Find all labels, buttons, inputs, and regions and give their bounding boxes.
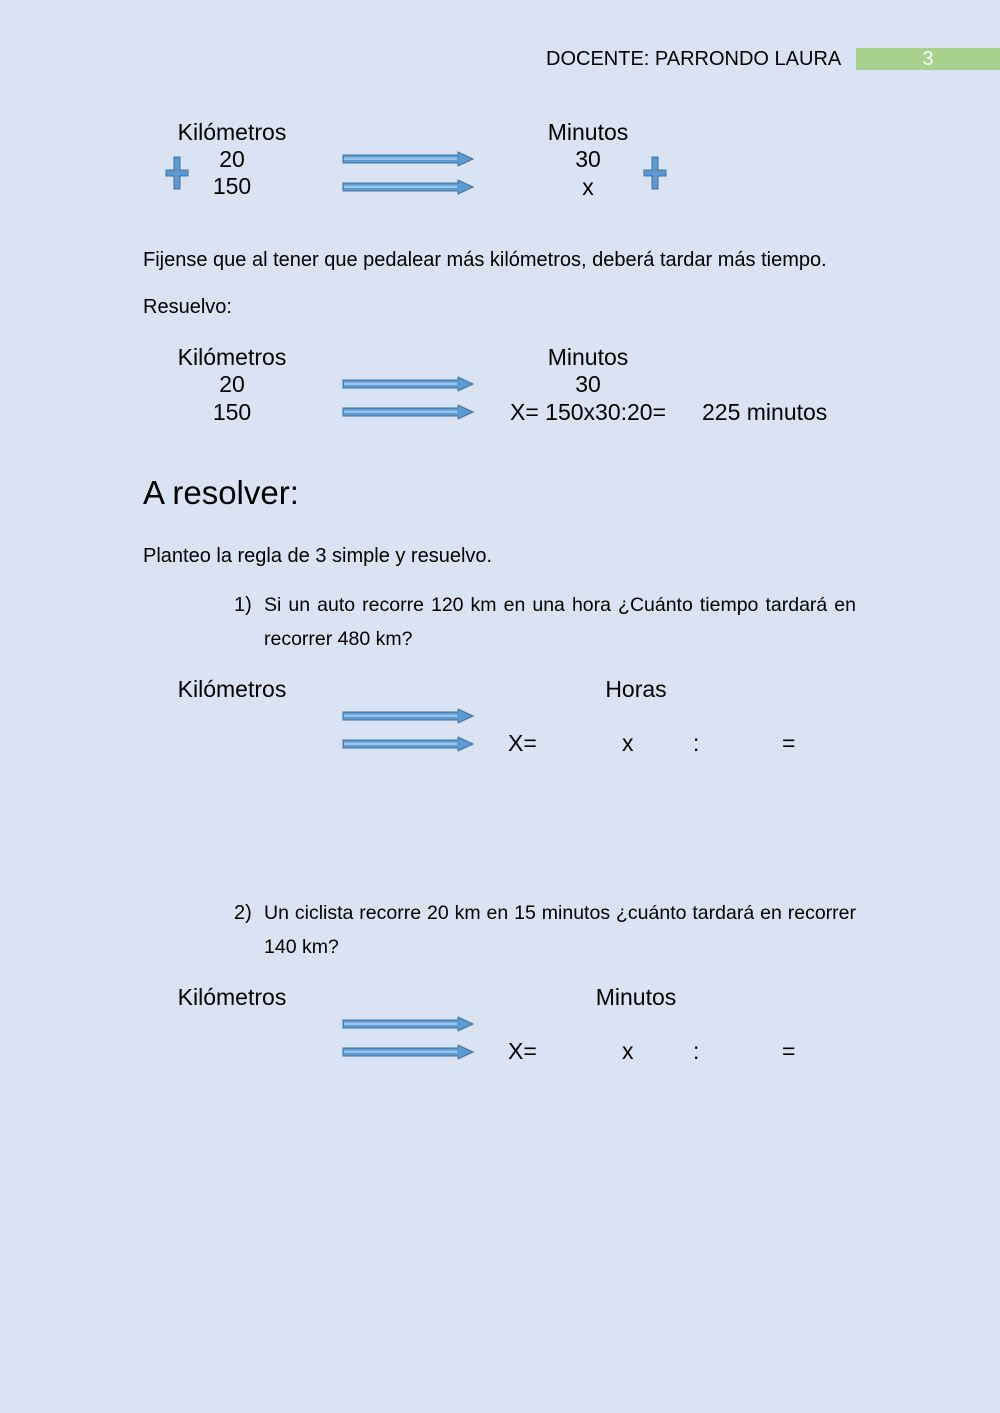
formula-equals: = (782, 730, 796, 756)
right-arrow-icon (342, 376, 474, 392)
minutes-answer-input[interactable] (590, 1011, 682, 1037)
km-column-title: Kilómetros (177, 344, 287, 370)
formula-result-input[interactable] (804, 1038, 894, 1064)
hours-column-title: Horas (605, 676, 667, 702)
formula-divide: : (693, 1038, 700, 1064)
km-value: 20 (219, 371, 245, 397)
formula-factor-input[interactable] (638, 1038, 688, 1064)
km-column-title: Kilómetros (177, 984, 287, 1010)
exercise-statement: recorrer 480 km? (264, 628, 413, 650)
plus-icon (165, 156, 189, 190)
minutes-value: x (582, 174, 594, 200)
km-column-title: Kilómetros (177, 119, 287, 145)
teacher-name: DOCENTE: PARRONDO LAURA (546, 48, 842, 70)
solution-result: 225 minutos (702, 399, 828, 425)
exercises-heading: A resolver: (143, 474, 299, 511)
right-arrow-icon (342, 151, 474, 167)
formula-factor-input[interactable] (545, 1038, 615, 1064)
formula-times: x (622, 1038, 634, 1064)
formula-x-equals: X= (508, 1038, 537, 1064)
formula-divisor-input[interactable] (703, 1038, 775, 1064)
right-arrow-icon (342, 179, 474, 195)
formula-divisor-input[interactable] (703, 730, 775, 756)
km-value: 150 (212, 399, 252, 425)
formula-x-equals: X= (508, 730, 537, 756)
hours-answer-input[interactable] (590, 703, 682, 729)
exercise-statement: Si un auto recorre 120 km en una hora ¿Cuánto tiempo tardará en (264, 594, 856, 616)
minutes-value: 30 (575, 146, 601, 172)
formula-result-input[interactable] (804, 730, 894, 756)
plus-icon (643, 156, 667, 190)
instructions: Planteo la regla de 3 simple y resuelvo. (143, 545, 493, 567)
formula-factor-input[interactable] (638, 730, 688, 756)
exercise-number: 1) (234, 594, 252, 616)
exercise-number: 2) (234, 902, 252, 924)
solution-formula: X= 150x30:20= (509, 399, 667, 425)
right-arrow-icon (342, 1016, 474, 1032)
minutes-column-title: Minutos (547, 119, 629, 145)
page-number-badge (856, 48, 1000, 70)
km-value: 150 (212, 173, 252, 199)
right-arrow-icon (342, 736, 474, 752)
page-number: 3 (922, 48, 934, 70)
right-arrow-icon (342, 708, 474, 724)
solve-label: Resuelvo: (143, 296, 232, 318)
km-value: 20 (219, 146, 245, 172)
minutes-value: 30 (575, 371, 601, 397)
km-column-title: Kilómetros (177, 676, 287, 702)
km-answer-input[interactable] (176, 731, 287, 757)
minutes-column-title: Minutos (547, 344, 629, 370)
formula-equals: = (782, 1038, 796, 1064)
km-answer-input[interactable] (176, 703, 287, 729)
proportion-note: Fijense que al tener que pedalear más kilómetros, deberá tardar más tiempo. (143, 249, 827, 271)
km-answer-input[interactable] (176, 1011, 287, 1037)
exercise-statement: 140 km? (264, 936, 339, 958)
formula-factor-input[interactable] (545, 730, 615, 756)
exercise-statement: Un ciclista recorre 20 km en 15 minutos ¿cuánto tardará en recorrer (264, 902, 856, 924)
right-arrow-icon (342, 404, 474, 420)
right-arrow-icon (342, 1044, 474, 1060)
minutes-column-title: Minutos (595, 984, 677, 1010)
formula-times: x (622, 730, 634, 756)
km-answer-input[interactable] (176, 1039, 287, 1065)
formula-divide: : (693, 730, 700, 756)
